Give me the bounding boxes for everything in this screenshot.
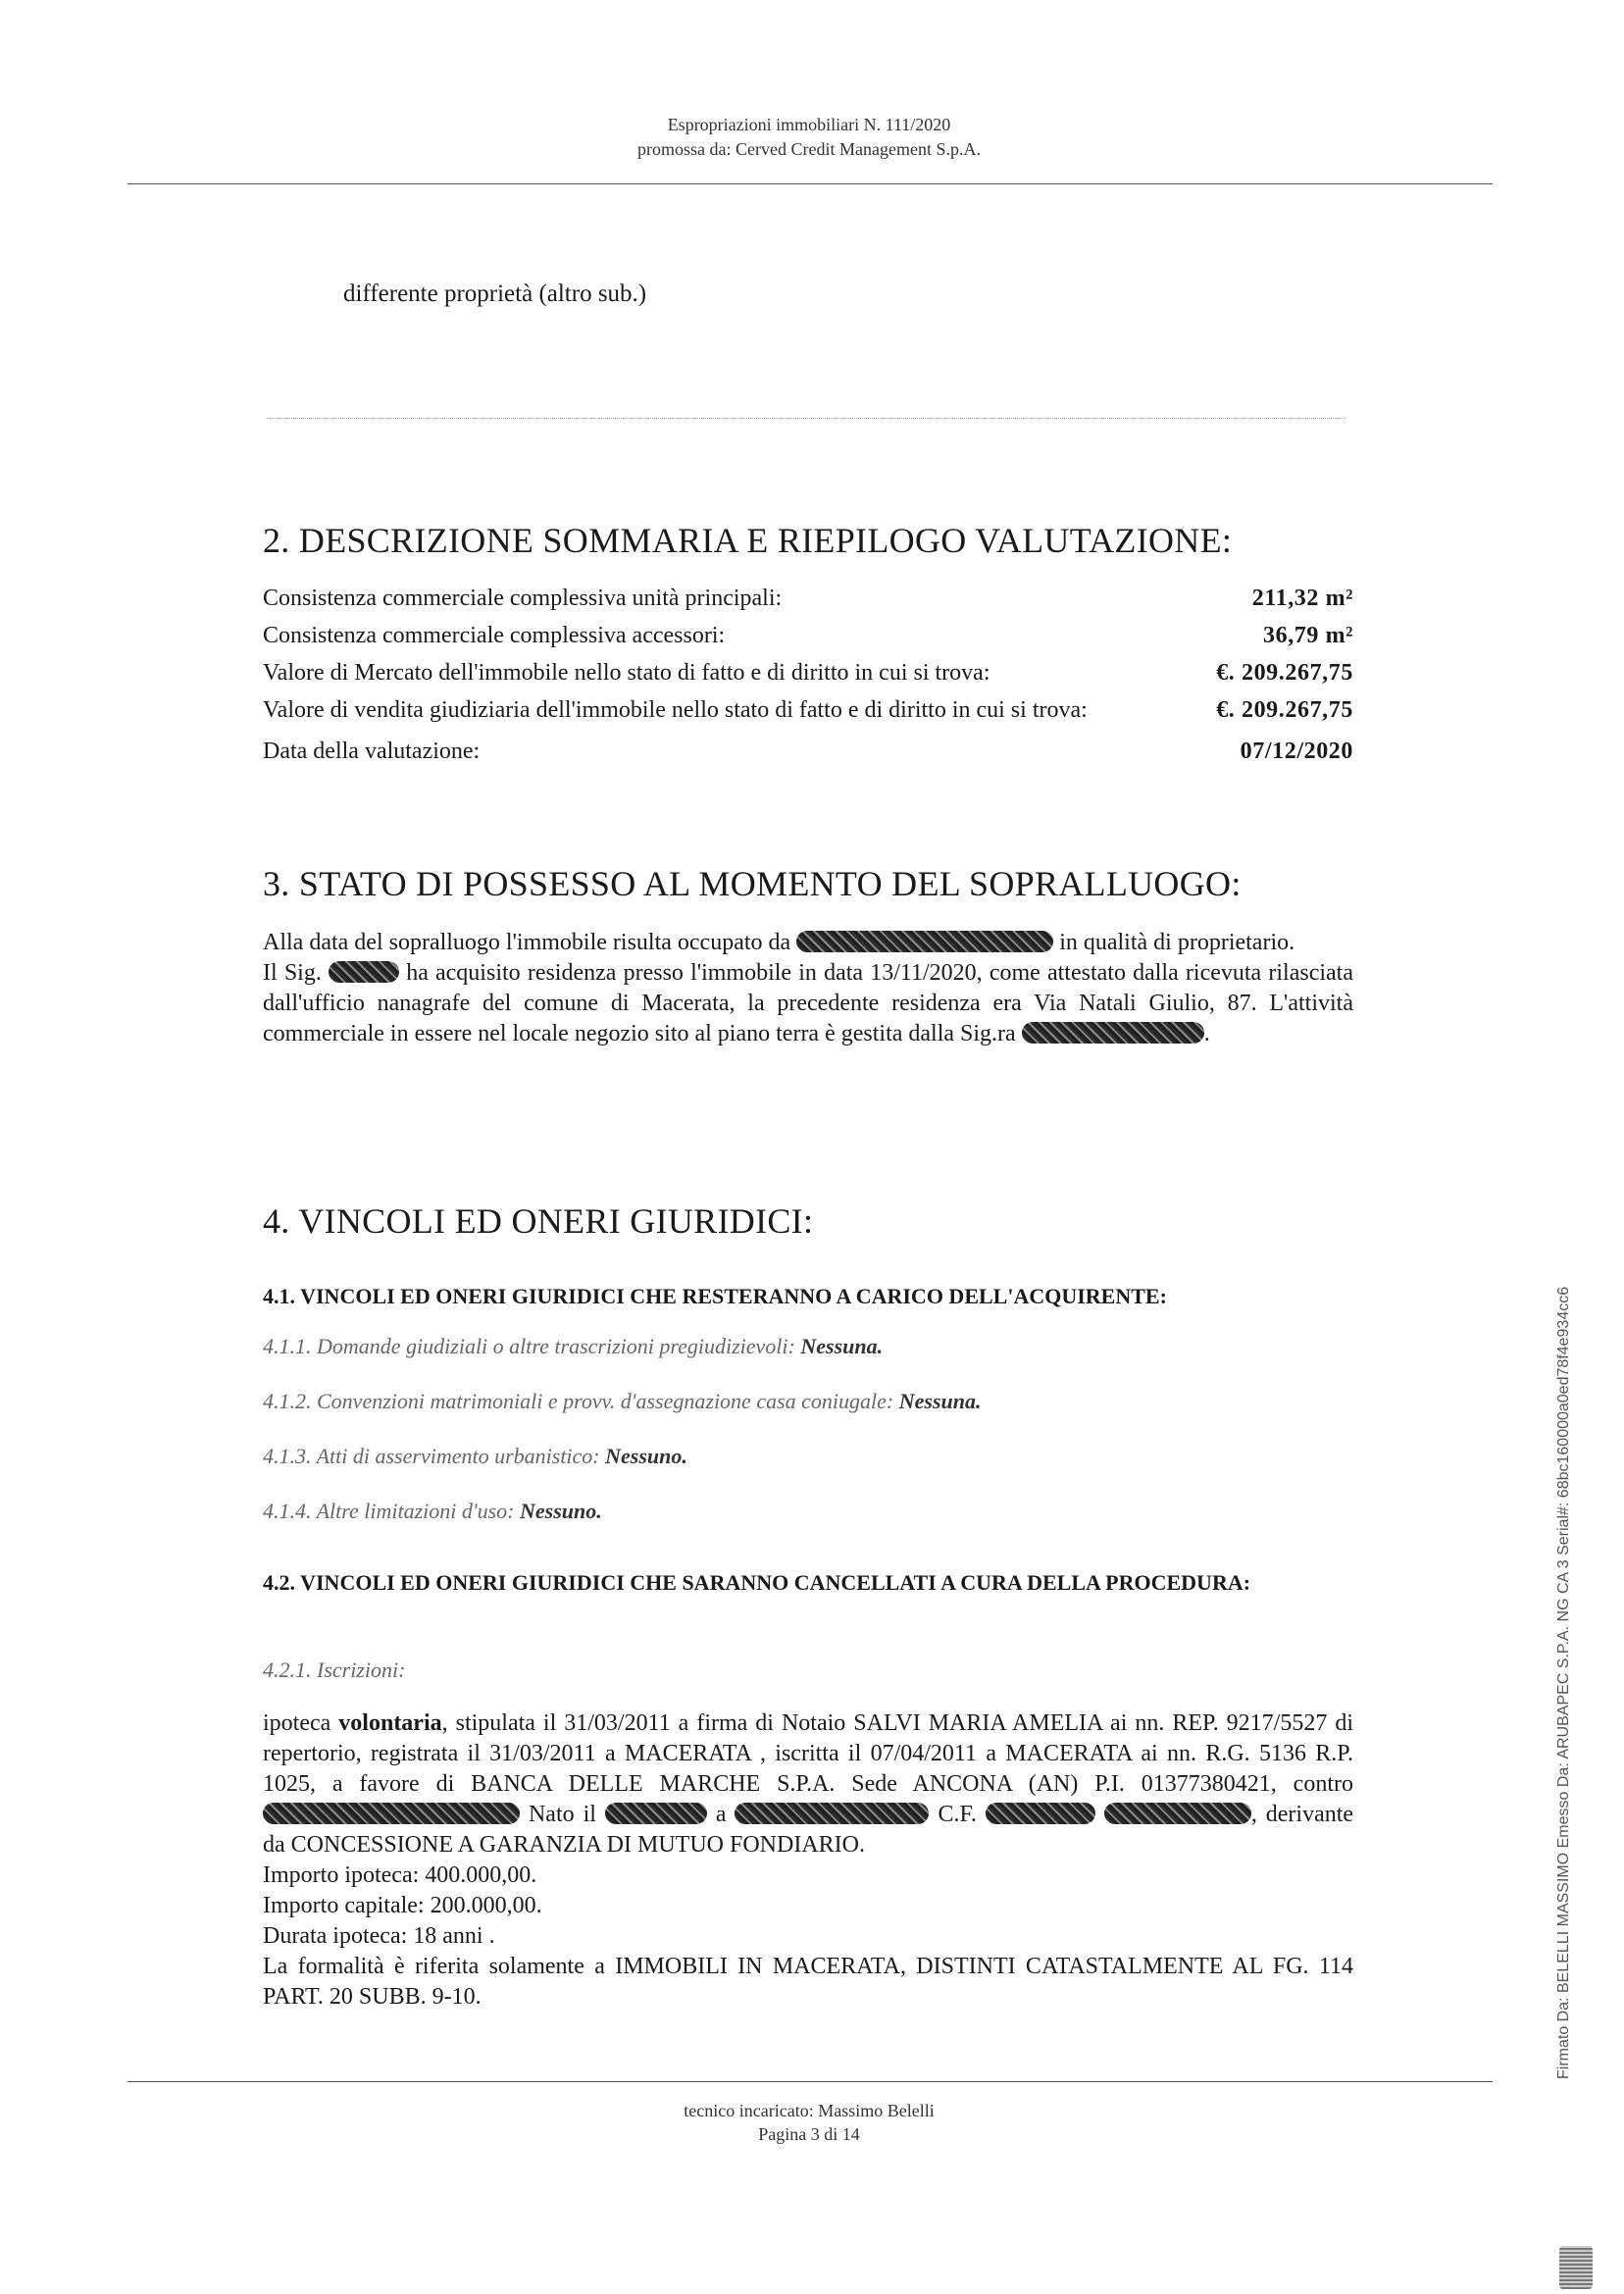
subsection-4-2-title: 4.2. VINCOLI ED ONERI GIURIDICI CHE SARANNO CANCELLATI A CURA DELLA PROCEDURA: — [263, 1570, 1251, 1595]
summary-label: Valore di Mercato dell'immobile nello stato di fatto e di diritto in cui si trova: — [263, 660, 990, 686]
encumbrance-item — [263, 1334, 883, 1359]
text-run: ha acquisito residenza presso l'immobile in data 13/11/2020, come attestato dalla ricevuta rilasciata dall'ufficio nanagrafe del comune di Macerata, la precedente residenza era Via Natali Giulio, 87. L'attività commerciale in essere nel locale negozio sito al piano terra è gestita dalla Sig.ra — [263, 960, 1353, 1046]
summary-label: Consistenza commerciale complessiva unità principali: — [263, 586, 783, 611]
summary-value: 36,79 m² — [1263, 623, 1353, 648]
formality-note: La formalità è riferita solamente a IMMOBILI IN MACERATA, DISTINTI CATASTALMENTE AL FG. 114 PART. 20 SUBB. 9-10. — [263, 1954, 1353, 2010]
encumbrance-item — [263, 1389, 981, 1414]
redacted-fiscal-code — [1104, 1803, 1251, 1824]
valuation-summary — [263, 585, 1353, 775]
digital-signature-strip — [1555, 1177, 1595, 2079]
summary-label: Data della valutazione: — [263, 739, 481, 764]
capital-amount: Importo capitale: 200.000,00. — [263, 1893, 542, 1918]
page-header — [127, 113, 1491, 162]
item-value: Nessuna. — [800, 1334, 884, 1358]
text-run: , derivante da CONCESSIONE A GARANZIA DI MUTUO FONDIARIO. — [263, 1802, 1354, 1858]
signature-text: Firmato Da: BELELLI MASSIMO Emesso Da: ARUBAPEC S.P.A. NG CA 3 Serial#: 68bc160000a0ed78f4e934cc6 — [1555, 1286, 1572, 2079]
item-label: 4.1.1. Domande giudiziali o altre trascrizioni pregiudizievoli: — [263, 1334, 795, 1358]
summary-value: €. 209.267,75 — [1216, 697, 1353, 723]
possession-paragraph-1 — [263, 928, 1353, 958]
page-number: Pagina 3 di 14 — [758, 2124, 860, 2144]
page-footer — [127, 2099, 1491, 2146]
redacted-date — [605, 1803, 707, 1824]
seal-icon — [1559, 2246, 1593, 2289]
mortgage-paragraph — [263, 1708, 1353, 1861]
redacted-name — [1022, 1022, 1204, 1044]
subsection-4-1-title: 4.1. VINCOLI ED ONERI GIURIDICI CHE RESTERANNO A CARICO DELL'ACQUIRENTE: — [263, 1284, 1167, 1308]
redacted-name — [329, 961, 399, 983]
text-run: in qualità di proprietario. — [1059, 930, 1295, 955]
summary-value: €. 209.267,75 — [1216, 660, 1353, 686]
text-run: volontaria — [338, 1710, 442, 1736]
summary-row — [263, 659, 1353, 687]
item-label: 4.1.3. Atti di asservimento urbanistico: — [263, 1444, 600, 1468]
section-3-title: 3. STATO DI POSSESSO AL MOMENTO DEL SOPRALLUOGO: — [263, 864, 1242, 903]
footer-technician: tecnico incaricato: Massimo Belelli — [684, 2101, 935, 2120]
text-run: a — [715, 1802, 727, 1827]
dotted-divider — [267, 418, 1345, 419]
text-run: ipoteca — [263, 1710, 331, 1736]
possession-paragraph-2 — [263, 958, 1353, 1049]
text-run: C.F. — [938, 1802, 977, 1827]
redacted-name — [796, 931, 1053, 952]
summary-value: 07/12/2020 — [1240, 739, 1353, 764]
footer-divider — [127, 2081, 1493, 2082]
text-run: Il Sig. — [263, 960, 322, 986]
summary-label: Consistenza commerciale complessiva accessori: — [263, 623, 726, 648]
mortgage-text — [263, 1708, 1353, 2013]
header-line-2: promossa da: Cerved Credit Management S.p.A. — [637, 139, 981, 159]
mortgage-duration: Durata ipoteca: 18 anni . — [263, 1923, 495, 1949]
text-run: , stipulata il 31/03/2011 a firma di Notaio SALVI MARIA AMELIA ai nn. REP. 9217/5527 di repertorio, registrata il 31/03/2011 a MACERATA , iscritta il 07/04/2011 a MACERATA ai nn. R.G. 5136 R.P. 1025, a favore di BANCA DELLE MARCHE S.P.A. Sede ANCONA (AN) P.I. 01377380421, contro — [263, 1710, 1354, 1797]
redacted-fiscal-code — [986, 1803, 1095, 1824]
summary-row — [263, 622, 1353, 649]
text-run: Nato il — [528, 1802, 596, 1827]
intro-text: differente proprietà (altro sub.) — [343, 280, 647, 307]
item-value: Nessuno. — [520, 1499, 602, 1523]
iscrizioni-label: 4.2.1. Iscrizioni: — [263, 1657, 406, 1682]
redacted-name — [263, 1803, 520, 1824]
header-line-1: Espropriazioni immobiliari N. 111/2020 — [667, 115, 951, 134]
item-label: 4.1.4. Altre limitazioni d'uso: — [263, 1499, 515, 1523]
summary-label: Valore di vendita giudiziaria dell'immobile nello stato di fatto e di diritto in cui si trova: — [263, 697, 1088, 723]
summary-row — [263, 738, 1353, 765]
header-divider — [127, 183, 1493, 184]
summary-value: 211,32 m² — [1251, 586, 1353, 611]
encumbrance-item — [263, 1499, 602, 1524]
text-run: Alla data del sopralluogo l'immobile risulta occupato da — [263, 930, 791, 955]
mortgage-amount: Importo ipoteca: 400.000,00. — [263, 1862, 537, 1888]
encumbrance-item — [263, 1444, 687, 1469]
item-value: Nessuno. — [605, 1444, 687, 1468]
summary-row — [263, 585, 1353, 612]
possession-text — [263, 928, 1353, 1049]
item-value: Nessuna. — [898, 1389, 982, 1413]
section-4-title: 4. VINCOLI ED ONERI GIURIDICI: — [263, 1201, 814, 1241]
section-2-title: 2. DESCRIZIONE SOMMARIA E RIEPILOGO VALUTAZIONE: — [263, 521, 1233, 560]
summary-row — [263, 696, 1353, 724]
item-label: 4.1.2. Convenzioni matrimoniali e provv. d'assegnazione casa coniugale: — [263, 1389, 894, 1413]
text-run: . — [1203, 1021, 1210, 1046]
redacted-place — [735, 1803, 929, 1824]
